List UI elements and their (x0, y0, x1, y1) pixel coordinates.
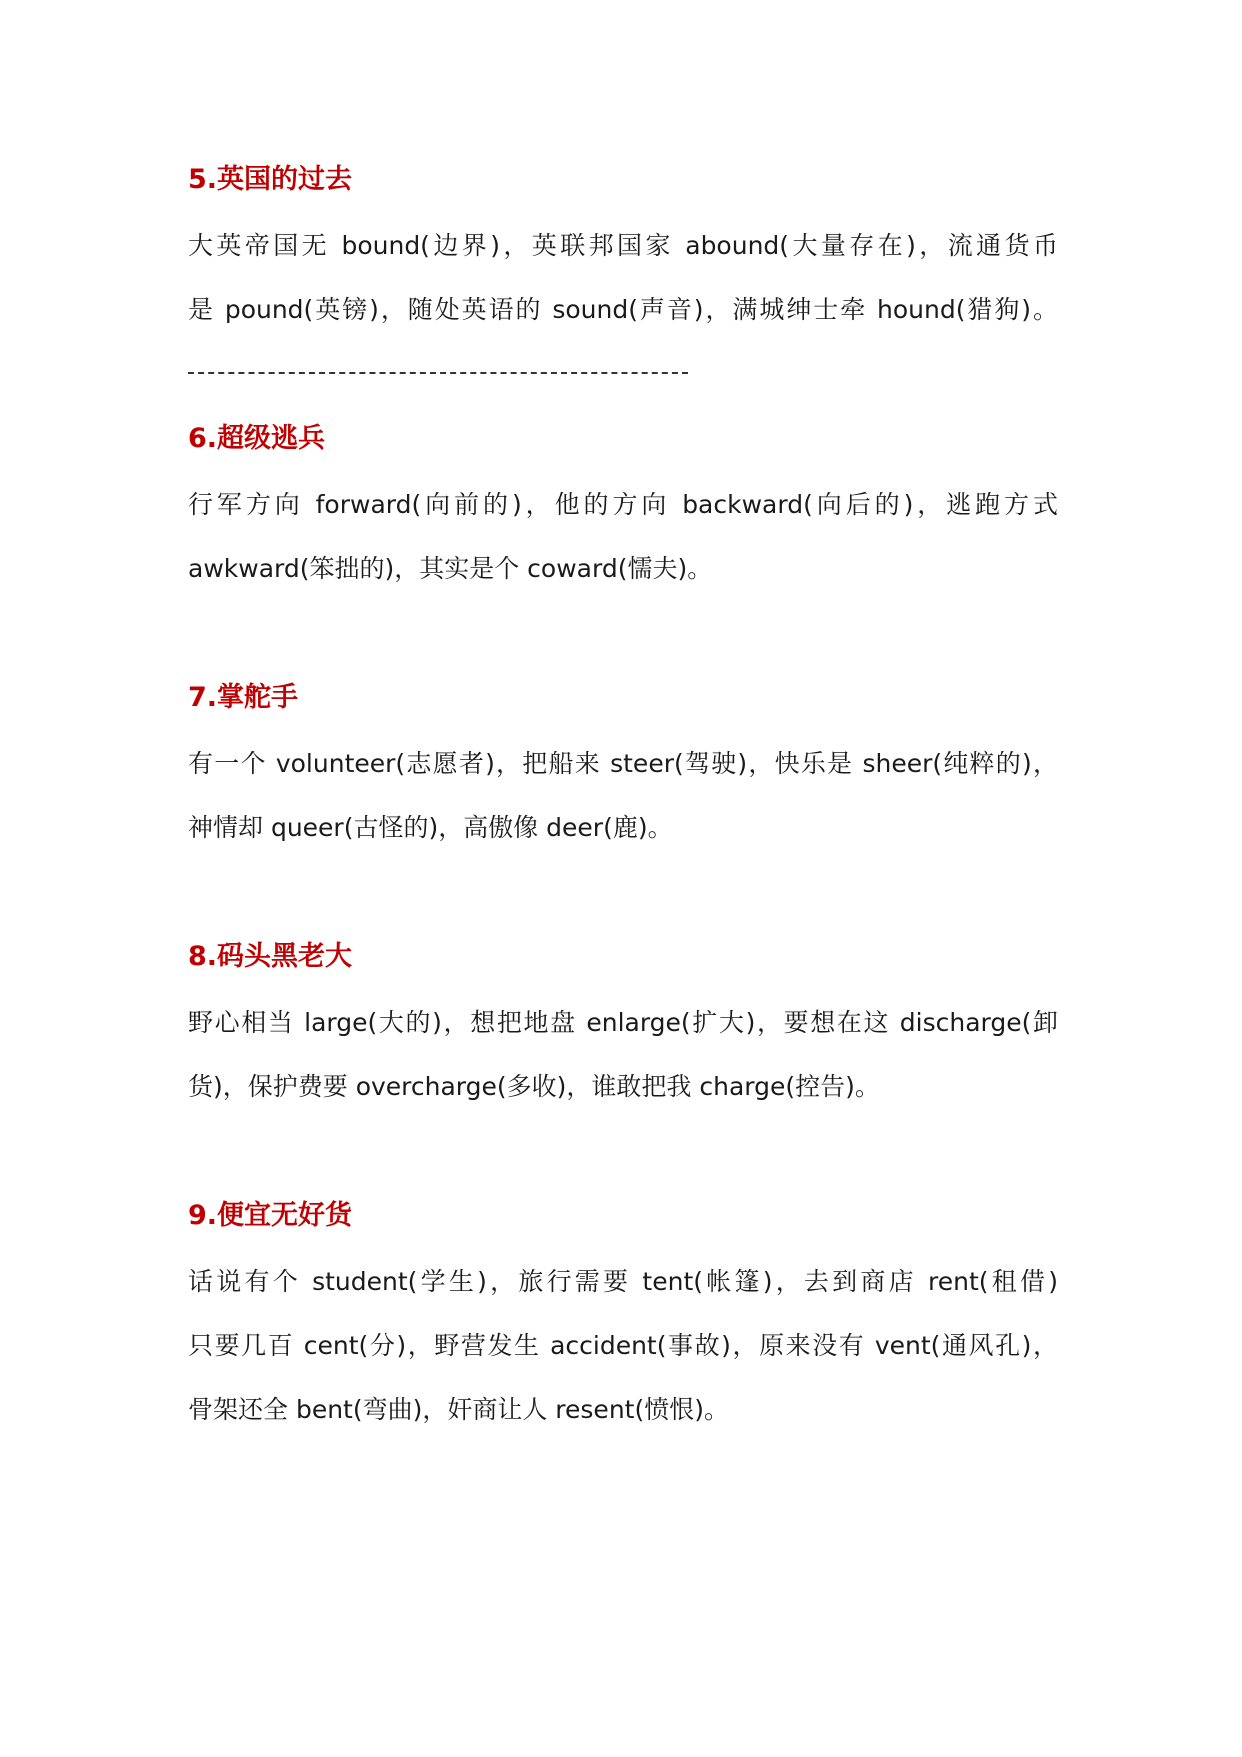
section-7-line-2: 神情却 queer(古怪的)，高傲像 deer(鹿)。 (188, 813, 673, 842)
section-6-line-1: 行军方向 forward(向前的)，他的方向 backward(向后的)，逃跑方式 (188, 490, 1058, 519)
section-heading-7: 7.掌舵手 (188, 682, 299, 713)
dashed-separator (188, 372, 688, 374)
section-9-line-1: 话说有个 student(学生)，旅行需要 tent(帐篷)，去到商店 rent(租借) (188, 1267, 1058, 1296)
section-heading-6: 6.超级逃兵 (188, 423, 326, 454)
section-5-line-2: 是 pound(英镑)，随处英语的 sound(声音)，满城绅士牵 hound(猎狗)。 (188, 295, 1058, 324)
section-heading-9: 9.便宜无好货 (188, 1200, 353, 1231)
section-7-line-1: 有一个 volunteer(志愿者)，把船来 steer(驾驶)，快乐是 sheer(纯粹的)， (188, 749, 1058, 778)
section-8-line-1: 野心相当 large(大的)，想把地盘 enlarge(扩大)，要想在这 discharge(卸 (188, 1008, 1058, 1037)
section-8-line-2: 货)，保护费要 overcharge(多收)，谁敢把我 charge(控告)。 (188, 1072, 880, 1101)
section-9-line-2: 只要几百 cent(分)，野营发生 accident(事故)，原来没有 vent(通风孔)， (188, 1331, 1058, 1360)
section-5-line-1: 大英帝国无 bound(边界)，英联邦国家 abound(大量存在)，流通货币 (188, 231, 1058, 260)
section-heading-5: 5.英国的过去 (188, 164, 353, 195)
section-9-line-3: 骨架还全 bent(弯曲)，奸商让人 resent(愤恨)。 (188, 1395, 729, 1424)
section-heading-8: 8.码头黑老大 (188, 941, 353, 972)
section-6-line-2: awkward(笨拙的)，其实是个 coward(懦夫)。 (188, 554, 713, 583)
